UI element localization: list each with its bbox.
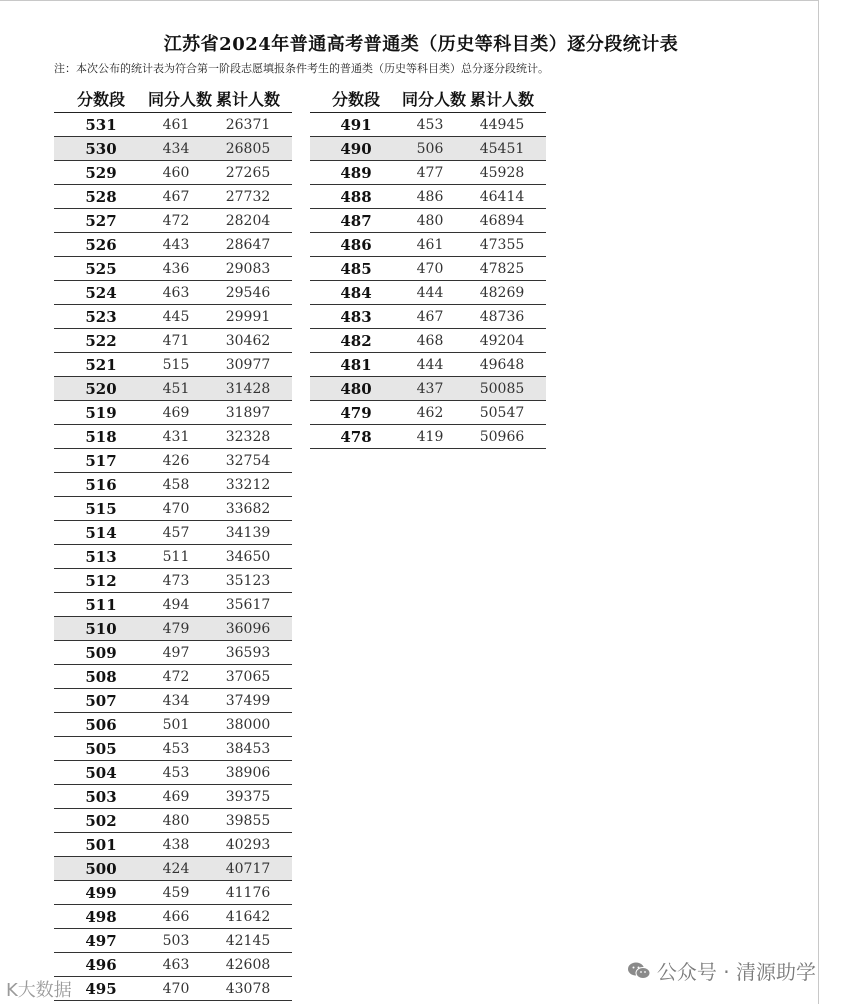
cell-score: 490 bbox=[310, 137, 402, 161]
cell-same-count: 434 bbox=[148, 137, 204, 161]
watermark-text: 公众号 · 清源助学 bbox=[656, 960, 816, 984]
cell-same-count: 486 bbox=[402, 185, 458, 209]
table-row bbox=[54, 329, 292, 353]
table-row bbox=[54, 521, 292, 545]
cell-score: 502 bbox=[54, 809, 148, 833]
cell-cumulative: 43078 bbox=[204, 977, 292, 1001]
cell-score: 526 bbox=[54, 233, 148, 257]
cell-cumulative: 35617 bbox=[204, 593, 292, 617]
table-row bbox=[54, 449, 292, 473]
cell-same-count: 451 bbox=[148, 377, 204, 401]
cell-same-count: 453 bbox=[148, 737, 204, 761]
table-row bbox=[54, 305, 292, 329]
cell-cumulative: 47355 bbox=[458, 233, 546, 257]
table-row bbox=[54, 257, 292, 281]
cell-cumulative: 45928 bbox=[458, 161, 546, 185]
table-row bbox=[54, 377, 292, 401]
table-row bbox=[54, 593, 292, 617]
cell-cumulative: 32754 bbox=[204, 449, 292, 473]
cell-cumulative: 48736 bbox=[458, 305, 546, 329]
table-row bbox=[54, 209, 292, 233]
cell-same-count: 462 bbox=[402, 401, 458, 425]
cell-cumulative: 31428 bbox=[204, 377, 292, 401]
cell-cumulative: 38906 bbox=[204, 761, 292, 785]
score-table-left-body bbox=[54, 113, 292, 1001]
cell-same-count: 506 bbox=[402, 137, 458, 161]
wechat-icon bbox=[627, 961, 651, 981]
cell-cumulative: 46894 bbox=[458, 209, 546, 233]
table-row bbox=[54, 809, 292, 833]
cell-cumulative: 50966 bbox=[458, 425, 546, 449]
table-row bbox=[54, 665, 292, 689]
cell-score: 483 bbox=[310, 305, 402, 329]
cell-cumulative: 42145 bbox=[204, 929, 292, 953]
table-row bbox=[54, 857, 292, 881]
cell-score: 506 bbox=[54, 713, 148, 737]
cell-same-count: 472 bbox=[148, 209, 204, 233]
table-row bbox=[54, 977, 292, 1001]
cell-score: 514 bbox=[54, 521, 148, 545]
cell-same-count: 461 bbox=[148, 113, 204, 137]
cell-cumulative: 33212 bbox=[204, 473, 292, 497]
cell-cumulative: 50547 bbox=[458, 401, 546, 425]
cell-score: 495 bbox=[54, 977, 148, 1001]
cell-cumulative: 41642 bbox=[204, 905, 292, 929]
cell-same-count: 501 bbox=[148, 713, 204, 737]
table-row bbox=[54, 785, 292, 809]
cell-score: 529 bbox=[54, 161, 148, 185]
table-row bbox=[310, 329, 546, 353]
table-header-row bbox=[54, 84, 292, 113]
document-note: 注：本次公布的统计表为符合第一阶段志愿填报条件考生的普通类（历史等科目类）总分逐分段统计。 bbox=[54, 62, 549, 75]
cell-same-count: 470 bbox=[402, 257, 458, 281]
cell-score: 511 bbox=[54, 593, 148, 617]
cell-same-count: 511 bbox=[148, 545, 204, 569]
header-score: 分数段 bbox=[310, 84, 402, 113]
cell-score: 527 bbox=[54, 209, 148, 233]
cell-same-count: 473 bbox=[148, 569, 204, 593]
table-row bbox=[54, 545, 292, 569]
corner-watermark: K大数据 bbox=[6, 980, 72, 1001]
cell-same-count: 458 bbox=[148, 473, 204, 497]
table-row bbox=[54, 689, 292, 713]
document-title: 江苏省2024年普通高考普通类（历史等科目类）逐分段统计表 bbox=[163, 34, 679, 55]
cell-cumulative: 36593 bbox=[204, 641, 292, 665]
cell-same-count: 466 bbox=[148, 905, 204, 929]
cell-same-count: 503 bbox=[148, 929, 204, 953]
cell-same-count: 467 bbox=[402, 305, 458, 329]
cell-score: 518 bbox=[54, 425, 148, 449]
table-row bbox=[310, 377, 546, 401]
cell-same-count: 515 bbox=[148, 353, 204, 377]
cell-score: 500 bbox=[54, 857, 148, 881]
cell-cumulative: 30977 bbox=[204, 353, 292, 377]
cell-cumulative: 29991 bbox=[204, 305, 292, 329]
cell-score: 516 bbox=[54, 473, 148, 497]
header-same-count: 同分人数 bbox=[148, 84, 204, 113]
table-row bbox=[54, 905, 292, 929]
cell-score: 501 bbox=[54, 833, 148, 857]
wechat-watermark bbox=[627, 956, 816, 985]
cell-score: 486 bbox=[310, 233, 402, 257]
cell-same-count: 438 bbox=[148, 833, 204, 857]
cell-score: 521 bbox=[54, 353, 148, 377]
cell-same-count: 494 bbox=[148, 593, 204, 617]
cell-score: 505 bbox=[54, 737, 148, 761]
cell-cumulative: 49204 bbox=[458, 329, 546, 353]
cell-cumulative: 38000 bbox=[204, 713, 292, 737]
table-row bbox=[54, 137, 292, 161]
cell-cumulative: 33682 bbox=[204, 497, 292, 521]
cell-score: 489 bbox=[310, 161, 402, 185]
table-row bbox=[54, 641, 292, 665]
cell-same-count: 480 bbox=[402, 209, 458, 233]
table-row bbox=[54, 425, 292, 449]
cell-score: 515 bbox=[54, 497, 148, 521]
score-table-left bbox=[54, 84, 292, 1001]
cell-same-count: 457 bbox=[148, 521, 204, 545]
table-row bbox=[54, 281, 292, 305]
table-row bbox=[54, 353, 292, 377]
cell-score: 499 bbox=[54, 881, 148, 905]
table-row bbox=[310, 257, 546, 281]
table-row bbox=[54, 881, 292, 905]
cell-same-count: 479 bbox=[148, 617, 204, 641]
cell-cumulative: 41176 bbox=[204, 881, 292, 905]
cell-score: 510 bbox=[54, 617, 148, 641]
table-row bbox=[54, 473, 292, 497]
table-header-row bbox=[310, 84, 546, 113]
cell-score: 517 bbox=[54, 449, 148, 473]
table-row bbox=[310, 401, 546, 425]
cell-score: 525 bbox=[54, 257, 148, 281]
cell-same-count: 463 bbox=[148, 281, 204, 305]
cell-score: 491 bbox=[310, 113, 402, 137]
cell-cumulative: 40293 bbox=[204, 833, 292, 857]
table-row bbox=[54, 929, 292, 953]
cell-cumulative: 39855 bbox=[204, 809, 292, 833]
cell-score: 531 bbox=[54, 113, 148, 137]
table-row bbox=[54, 113, 292, 137]
cell-same-count: 480 bbox=[148, 809, 204, 833]
cell-same-count: 453 bbox=[148, 761, 204, 785]
cell-score: 520 bbox=[54, 377, 148, 401]
cell-score: 498 bbox=[54, 905, 148, 929]
page-border-right bbox=[818, 0, 819, 1004]
cell-same-count: 470 bbox=[148, 977, 204, 1001]
cell-cumulative: 48269 bbox=[458, 281, 546, 305]
cell-score: 509 bbox=[54, 641, 148, 665]
table-row bbox=[310, 161, 546, 185]
cell-cumulative: 28204 bbox=[204, 209, 292, 233]
table-row bbox=[54, 953, 292, 977]
cell-same-count: 461 bbox=[402, 233, 458, 257]
cell-cumulative: 38453 bbox=[204, 737, 292, 761]
cell-score: 478 bbox=[310, 425, 402, 449]
cell-score: 481 bbox=[310, 353, 402, 377]
cell-cumulative: 36096 bbox=[204, 617, 292, 641]
cell-cumulative: 47825 bbox=[458, 257, 546, 281]
cell-cumulative: 49648 bbox=[458, 353, 546, 377]
table-row bbox=[54, 617, 292, 641]
page-border-top bbox=[0, 0, 818, 1]
cell-score: 496 bbox=[54, 953, 148, 977]
table-row bbox=[54, 497, 292, 521]
table-row bbox=[310, 425, 546, 449]
cell-same-count: 444 bbox=[402, 281, 458, 305]
cell-same-count: 459 bbox=[148, 881, 204, 905]
cell-cumulative: 27732 bbox=[204, 185, 292, 209]
cell-score: 503 bbox=[54, 785, 148, 809]
table-row bbox=[54, 401, 292, 425]
cell-same-count: 437 bbox=[402, 377, 458, 401]
cell-same-count: 419 bbox=[402, 425, 458, 449]
cell-same-count: 424 bbox=[148, 857, 204, 881]
cell-cumulative: 32328 bbox=[204, 425, 292, 449]
cell-cumulative: 26371 bbox=[204, 113, 292, 137]
cell-cumulative: 31897 bbox=[204, 401, 292, 425]
cell-same-count: 460 bbox=[148, 161, 204, 185]
cell-score: 519 bbox=[54, 401, 148, 425]
cell-score: 488 bbox=[310, 185, 402, 209]
header-cumulative: 累计人数 bbox=[204, 84, 292, 113]
cell-cumulative: 37499 bbox=[204, 689, 292, 713]
table-row bbox=[54, 233, 292, 257]
cell-cumulative: 29083 bbox=[204, 257, 292, 281]
cell-score: 480 bbox=[310, 377, 402, 401]
table-row bbox=[54, 761, 292, 785]
cell-cumulative: 37065 bbox=[204, 665, 292, 689]
table-row bbox=[310, 305, 546, 329]
cell-score: 484 bbox=[310, 281, 402, 305]
table-row bbox=[54, 833, 292, 857]
cell-cumulative: 42608 bbox=[204, 953, 292, 977]
cell-cumulative: 40717 bbox=[204, 857, 292, 881]
cell-cumulative: 44945 bbox=[458, 113, 546, 137]
cell-same-count: 468 bbox=[402, 329, 458, 353]
table-row bbox=[54, 161, 292, 185]
cell-cumulative: 45451 bbox=[458, 137, 546, 161]
cell-cumulative: 27265 bbox=[204, 161, 292, 185]
cell-cumulative: 26805 bbox=[204, 137, 292, 161]
cell-cumulative: 30462 bbox=[204, 329, 292, 353]
cell-same-count: 443 bbox=[148, 233, 204, 257]
cell-same-count: 434 bbox=[148, 689, 204, 713]
table-row bbox=[310, 113, 546, 137]
cell-same-count: 467 bbox=[148, 185, 204, 209]
cell-cumulative: 50085 bbox=[458, 377, 546, 401]
cell-score: 479 bbox=[310, 401, 402, 425]
table-row bbox=[54, 737, 292, 761]
cell-score: 485 bbox=[310, 257, 402, 281]
cell-score: 524 bbox=[54, 281, 148, 305]
table-row bbox=[54, 185, 292, 209]
cell-cumulative: 28647 bbox=[204, 233, 292, 257]
header-score: 分数段 bbox=[54, 84, 148, 113]
cell-score: 497 bbox=[54, 929, 148, 953]
table-row bbox=[310, 185, 546, 209]
table-row bbox=[310, 137, 546, 161]
score-table-right bbox=[310, 84, 546, 449]
cell-score: 523 bbox=[54, 305, 148, 329]
header-cumulative: 累计人数 bbox=[458, 84, 546, 113]
table-row bbox=[54, 569, 292, 593]
cell-same-count: 445 bbox=[148, 305, 204, 329]
cell-same-count: 477 bbox=[402, 161, 458, 185]
cell-score: 528 bbox=[54, 185, 148, 209]
cell-same-count: 426 bbox=[148, 449, 204, 473]
header-same-count: 同分人数 bbox=[402, 84, 458, 113]
cell-cumulative: 29546 bbox=[204, 281, 292, 305]
score-table-right-body bbox=[310, 113, 546, 449]
cell-same-count: 472 bbox=[148, 665, 204, 689]
cell-score: 504 bbox=[54, 761, 148, 785]
cell-cumulative: 39375 bbox=[204, 785, 292, 809]
cell-score: 487 bbox=[310, 209, 402, 233]
table-row bbox=[310, 281, 546, 305]
table-row bbox=[310, 233, 546, 257]
cell-cumulative: 34650 bbox=[204, 545, 292, 569]
cell-same-count: 469 bbox=[148, 401, 204, 425]
cell-same-count: 471 bbox=[148, 329, 204, 353]
cell-same-count: 453 bbox=[402, 113, 458, 137]
cell-score: 507 bbox=[54, 689, 148, 713]
cell-score: 530 bbox=[54, 137, 148, 161]
cell-same-count: 469 bbox=[148, 785, 204, 809]
table-row bbox=[54, 713, 292, 737]
cell-same-count: 470 bbox=[148, 497, 204, 521]
cell-same-count: 431 bbox=[148, 425, 204, 449]
cell-cumulative: 35123 bbox=[204, 569, 292, 593]
cell-same-count: 463 bbox=[148, 953, 204, 977]
cell-score: 508 bbox=[54, 665, 148, 689]
cell-score: 513 bbox=[54, 545, 148, 569]
cell-cumulative: 34139 bbox=[204, 521, 292, 545]
cell-score: 482 bbox=[310, 329, 402, 353]
cell-score: 512 bbox=[54, 569, 148, 593]
table-row bbox=[310, 209, 546, 233]
cell-same-count: 444 bbox=[402, 353, 458, 377]
table-row bbox=[310, 353, 546, 377]
cell-same-count: 497 bbox=[148, 641, 204, 665]
cell-same-count: 436 bbox=[148, 257, 204, 281]
cell-score: 522 bbox=[54, 329, 148, 353]
cell-cumulative: 46414 bbox=[458, 185, 546, 209]
